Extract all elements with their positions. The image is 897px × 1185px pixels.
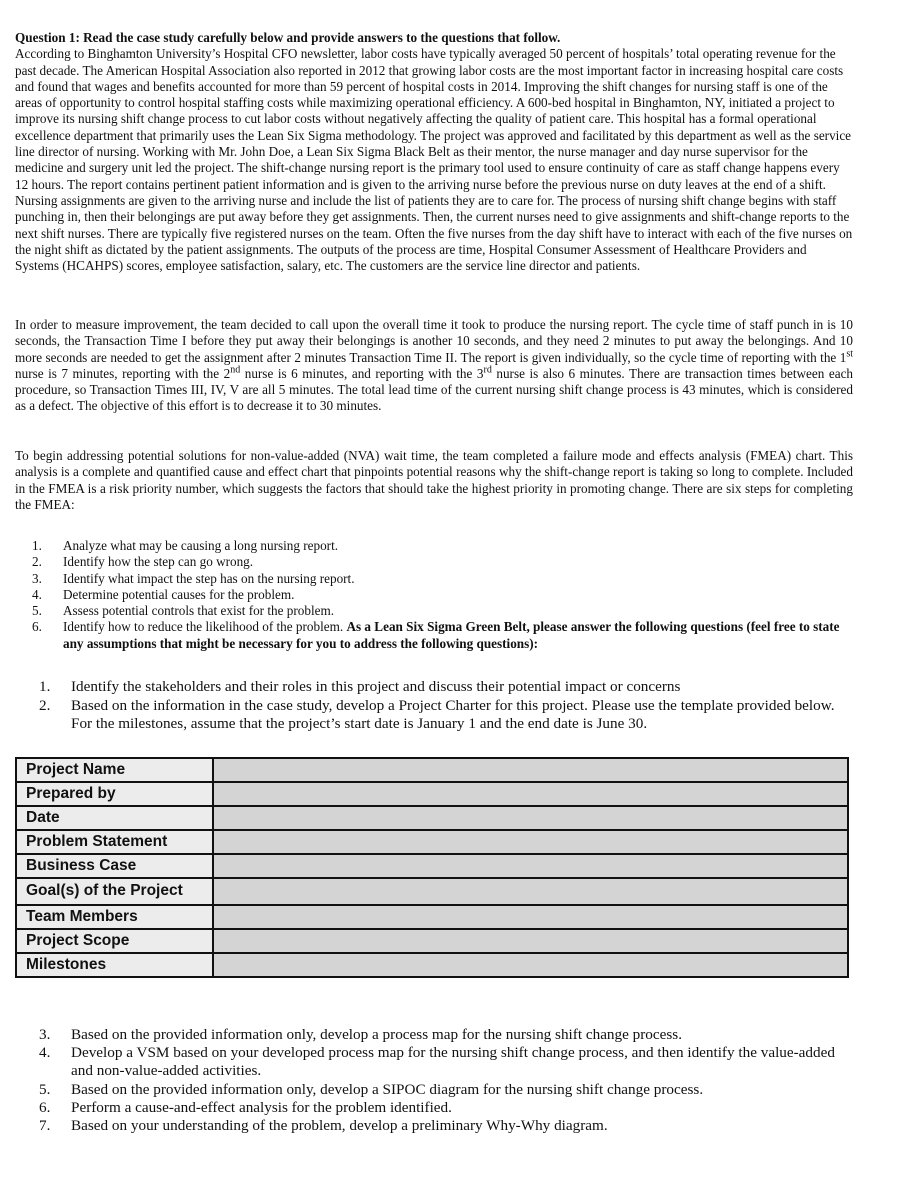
list-item: 7. Based on your understanding of the problem, develop a preliminary Why-Why diagram. xyxy=(39,1117,608,1135)
charter-label: Project Scope xyxy=(16,929,213,953)
list-item: 5. Assess potential controls that exist for the problem. xyxy=(32,603,335,619)
table-row xyxy=(16,758,848,782)
table-row xyxy=(16,929,848,953)
list-item: 2. Identify how the step can go wrong. xyxy=(32,554,254,570)
charter-label: Business Case xyxy=(16,854,213,878)
charter-label: Date xyxy=(16,806,213,830)
case-paragraph-1: According to Binghamton University’s Hospital CFO newsletter, labor costs have typically averaged 50 percent of hospitals’ total operating revenue for the past decade. The American Hospital Association also reported in 2012 that growing labor costs are the most important factor in increasing hospital care costs and found that wages and benefits accounted for more than 59 percent of hospital costs in 2014. Improving the shift changes for nursing staff is one of the areas of opportunity to control hospital staffing costs while maximizing operational efficiency. A 600-bed hospital in Binghamton, NY, initiated a project to improve its nursing shift change process to cut labor costs without negatively affecting the quality of patient care. This hospital has a formal operational excellence department that primarily uses the Lean Six Sigma methodology. The project was approved and facilitated by this department as well as the service line director of nursing. Working with Mr. John Doe, a Lean Six Sigma Black Belt as their mentor, the nurse manager and day nurse supervisor for the medicine and surgery unit led the project. The shift-change nursing report is the primary tool used to ensure continuity of care as staff change happens every 12 hours. The report contains pertinent patient information and is given to the arriving nurse before the previous nurse on duty leaves at the end of a shift. Nursing assignments are given to the arriving nurse and include the list of patients they are to care for. The process of nursing shift change begins with staff punching in, then their belongings are put away before they get assignments. Then, the current nurses need to give assignments and shift-change reports to the next shift nurses. There are typically five registered nurses on the team. Often the five nurses from the day shift have to interact with each of the five nurses on the night shift as dictated by the patient assignments. The outputs of the process are time, Hospital Consumer Assessment of Healthcare Providers and Systems (HCAHPS) scores, employee satisfaction, salary, etc. The customers are the service line director and patients. xyxy=(15,46,853,274)
case-study-intro xyxy=(15,30,853,290)
charter-label: Project Name xyxy=(16,758,213,782)
charter-label: Team Members xyxy=(16,905,213,929)
table-row xyxy=(16,878,848,905)
charter-value-cell[interactable] xyxy=(213,830,848,854)
list-item: 4. Determine potential causes for the problem. xyxy=(32,586,295,602)
case-paragraph-2: In order to measure improvement, the team decided to call upon the overall time it took to produce the nursing report. The cycle time of staff punch in is 10 seconds, the Transaction Time I before they put away their belongings is another 10 seconds, and they need 2 minutes to put away the belongings. And 10 more seconds are needed to get the assignment after 2 minutes Transaction Time II. The report is given individually, so the cycle time of reporting with the 1st nurse is 7 minutes, reporting with the 2nd nurse is 6 minutes, and reporting with the 3rd nurse is also 6 minutes. There are transaction times between each procedure, so Transaction Times III, IV, V are all 5 minutes. The total lead time of the current nursing shift change process is 43 minutes, which is considered as a defect. The objective of this effort is to decrease it to 30 minutes. xyxy=(15,317,854,414)
list-item: 4. Develop a VSM based on your developed process map for the nursing shift change process, and then identify the value-added and non-value-added activities. xyxy=(39,1044,835,1080)
table-row xyxy=(16,905,848,929)
charter-value-cell[interactable] xyxy=(213,905,848,929)
table-row xyxy=(16,953,848,977)
list-item: 2. Based on the information in the case study, develop a Project Charter for this project. Please use the template provided below. For the milestones, assume that the project’s start date is January 1 and the end date is June 30. xyxy=(39,696,835,732)
table-row xyxy=(16,854,848,878)
charter-label: Milestones xyxy=(16,953,213,977)
charter-value-cell[interactable] xyxy=(213,758,848,782)
project-charter-table xyxy=(15,757,849,978)
charter-value-cell[interactable] xyxy=(213,854,848,878)
case-paragraph-3: To begin addressing potential solutions for non-value-added (NVA) wait time, the team completed a failure mode and effects analysis (FMEA) chart. This analysis is a complete and quantified cause and effect chart that pinpoints potential reasons why the shift-change report is taking so long to complete. Included in the FMEA is a risk priority number, which suggests the factors that should take the highest priority in promoting change. There are six steps for completing the FMEA: xyxy=(15,448,853,512)
list-item: 1. Analyze what may be causing a long nursing report. xyxy=(32,538,339,553)
charter-label: Goal(s) of the Project xyxy=(16,878,213,905)
list-item: 3. Based on the provided information only, develop a process map for the nursing shift change process. xyxy=(39,1026,682,1043)
list-item: 3. Identify what impact the step has on the nursing report. xyxy=(32,570,355,586)
fmea-steps-list xyxy=(15,538,845,652)
charter-value-cell[interactable] xyxy=(213,953,848,977)
charter-value-cell[interactable] xyxy=(213,782,848,806)
green-belt-instruction: As a Lean Six Sigma Green Belt, please answer the following questions (feel free to state any assumptions that might be necessary for you to address the following questions): xyxy=(63,619,840,651)
charter-value-cell[interactable] xyxy=(213,878,848,905)
list-item: 1. Identify the stakeholders and their roles in this project and discuss their potential impact or concerns xyxy=(39,678,681,695)
charter-label: Prepared by xyxy=(16,782,213,806)
charter-value-cell[interactable] xyxy=(213,929,848,953)
questions-list-b xyxy=(15,1026,845,1135)
table-row xyxy=(16,806,848,830)
questions-list-a xyxy=(15,678,845,734)
table-row xyxy=(16,830,848,854)
list-item: 5. Based on the provided information only, develop a SIPOC diagram for the nursing shift change process. xyxy=(39,1080,704,1098)
charter-value-cell[interactable] xyxy=(213,806,848,830)
list-item: 6. Identify how to reduce the likelihood of the problem. As a Lean Six Sigma Green Belt, please answer the following questions (feel free to state any assumptions that might be necessary for you to address the following questions): xyxy=(32,619,840,651)
table-row xyxy=(16,782,848,806)
list-item: 6. Perform a cause-and-effect analysis for the problem identified. xyxy=(39,1098,452,1116)
charter-label: Problem Statement xyxy=(16,830,213,854)
question-heading: Question 1: Read the case study carefully below and provide answers to the questions that follow. xyxy=(15,30,561,45)
